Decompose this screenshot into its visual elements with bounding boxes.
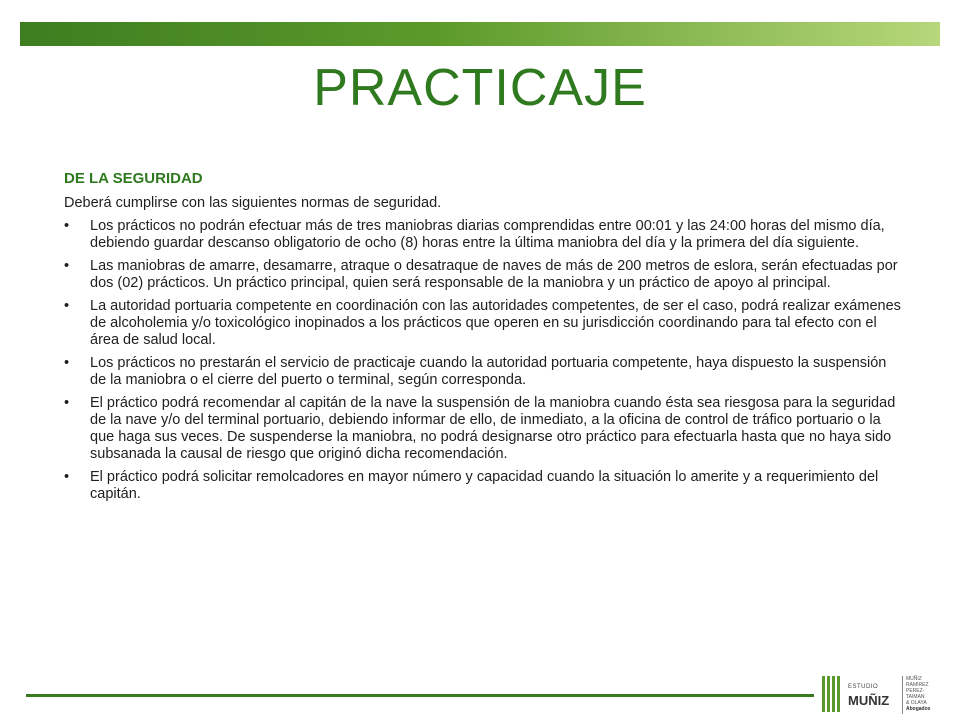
logo-tagline: Abogados	[906, 706, 931, 712]
list-item	[64, 218, 904, 252]
logo-name: MUÑIZ	[906, 676, 922, 682]
rule-text: El práctico podrá solicitar remolcadores en mayor número y capacidad cuando la situación lo amerite y a requerimiento del capitán.	[90, 469, 879, 502]
bullet-icon: •	[64, 258, 70, 274]
bottom-divider-line	[26, 694, 814, 697]
company-logo	[822, 672, 942, 716]
rules-list	[64, 218, 904, 503]
list-item	[64, 395, 904, 463]
logo-partner-names	[906, 676, 942, 712]
rule-text: El práctico podrá recomendar al capitán de la nave la suspensión de la maniobra cuando ésta sea riesgosa para la seguridad de la nave y/o del terminal portuario, debiendo informar de ello, de inmediato, a la oficina de control de tráfico portuario o la que haga sus veces. De suspenderse la maniobra, no podrá designarse otro práctico para efectuarla hasta que no haya sido subsanada la causal de riesgo que originó dicha recomendación.	[90, 395, 896, 462]
bullet-icon: •	[64, 355, 70, 371]
section-heading: DE LA SEGURIDAD	[64, 170, 203, 187]
logo-divider	[902, 676, 903, 714]
bullet-icon: •	[64, 395, 70, 411]
logo-name: & OLAYA	[906, 700, 927, 706]
bullet-icon: •	[64, 298, 70, 314]
bullet-icon: •	[64, 218, 70, 234]
slide-title: PRACTICAJE	[313, 59, 647, 117]
rule-text: Los prácticos no podrán efectuar más de tres maniobras diarias comprendidas entre 00:01 y las 24:00 horas del mismo día, debiendo guardar descanso obligatorio de ocho (8) horas entre la última maniobra del día y la primera del día siguiente.	[90, 218, 885, 251]
list-item	[64, 298, 904, 349]
top-decorative-bar	[20, 22, 940, 46]
logo-name: RAMIREZ	[906, 682, 929, 688]
logo-main-text: MUÑIZ	[848, 693, 890, 708]
logo-top-text: ESTUDIO	[848, 684, 879, 690]
list-item	[64, 355, 904, 389]
intro-text: Deberá cumplirse con las siguientes normas de seguridad.	[64, 195, 442, 211]
rule-text: La autoridad portuaria competente en coordinación con las autoridades competentes, de ser el caso, podrá realizar exámenes de alcoholemia y/o toxicológico inopinados a los prácticos que operen en su jurisdicción coordinando para tal efecto con el área de salud local.	[90, 298, 901, 348]
logo-bars-icon	[822, 676, 842, 712]
slide-content	[64, 170, 904, 509]
logo-name: PEREZ-TAIMAN	[906, 688, 925, 700]
list-item	[64, 258, 904, 292]
rule-text: Las maniobras de amarre, desamarre, atraque o desatraque de naves de más de 200 metros de eslora, serán efectuadas por dos (02) prácticos. Un práctico principal, quien será responsable de la maniobra y un práctico de apoyo al principal.	[90, 258, 898, 291]
list-item	[64, 469, 904, 503]
bullet-icon: •	[64, 469, 70, 485]
rule-text: Los prácticos no prestarán el servicio de practicaje cuando la autoridad portuaria competente, haya dispuesto la suspensión de la maniobra o el cierre del puerto o terminal, según corresponda.	[90, 355, 887, 388]
